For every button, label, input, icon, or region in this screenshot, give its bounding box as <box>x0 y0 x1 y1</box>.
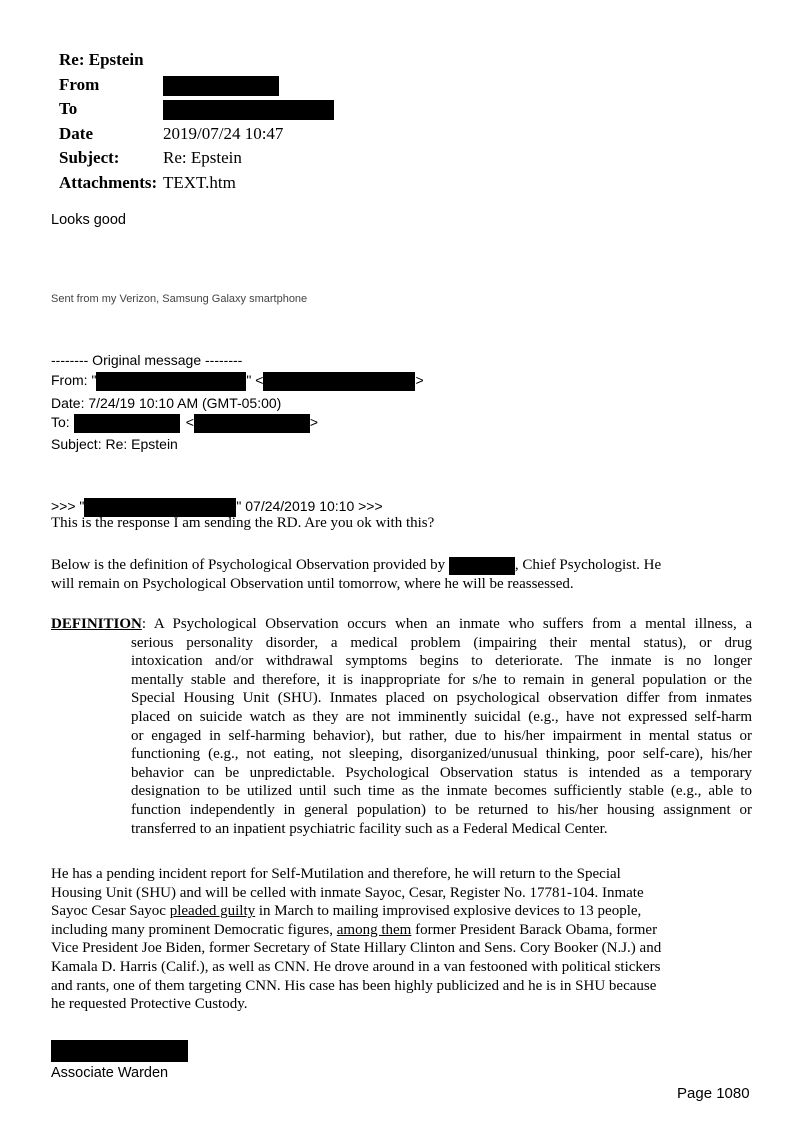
definition-line: functioning (e.g., not eating, not sleeping, disorganized/unusual thinking, poor self-care), his/her <box>131 746 752 763</box>
definition-line: intoxication and/or withdrawal symptoms begins to deteriorate. The inmate is no longer <box>131 653 752 670</box>
subject-label: Subject: <box>59 148 120 167</box>
definition-line: Special Housing Unit (SHU). Inmates placed on psychological observation differ from inmates <box>131 690 752 707</box>
original-from-name-redaction <box>96 372 246 391</box>
incident-line: Kamala D. Harris (Calif.), as well as CNN. He drove around in a van festooned with political stickers <box>51 958 661 975</box>
original-to-email-redaction <box>194 414 310 433</box>
definition-line: serious personality disorder, a medical problem (impairing their mental status), or drug <box>131 634 752 651</box>
subject-value: Re: Epstein <box>163 148 242 167</box>
definition-line: function independently in general population) to be returned to his/her housing assignment or <box>131 801 752 818</box>
definition-line: or engaged in self-harming behavior), but rather, due to his/her impairment in mental status or <box>131 727 752 744</box>
reply-body: Looks good <box>51 212 126 228</box>
incident-paragraph: He has a pending incident report for Self-Mutilation and therefore, he will return to the Special Housing Unit (SHU) and will be celled with inmate Sayoc, Cesar, Register No. 17781-104. Inmate Sayoc Cesar Sayoc pleaded guilty in March to mailing improvised explosive devices to 13 people, including many prominent Democratic figures, among them former President Barack Obama, former Vice President Joe Biden, former Secretary of State Hillary Clinton and Sens. Cory Booker (N.J.) and Kamala D. Harris (Calif.), as well as CNN. He drove around in a van festooned with political stickers and rants, one of them targeting CNN. His case has been highly publicized and he is in SHU because he requested Protective Custody. <box>51 865 731 1014</box>
definition-line: placed on suicide watch as they are not imminently suicidal (e.g., have not expressed self-harm <box>131 708 752 725</box>
psychologist-redaction <box>449 557 515 575</box>
signer-name-redaction <box>51 1040 188 1062</box>
original-from-line: From: " " < > <box>51 372 424 391</box>
definition-label: DEFINITION <box>51 616 142 632</box>
email-title: Re: Epstein <box>59 50 144 69</box>
incident-line: and rants, one of them targeting CNN. His case has been highly publicized and he is in SHU because <box>51 977 657 994</box>
original-subject-line: Subject: Re: Epstein <box>51 436 178 452</box>
signer-title: Associate Warden <box>51 1065 169 1081</box>
quote-line-1: This is the response I am sending the RD. Are you ok with this? <box>51 515 435 531</box>
signer-name-redaction-wrap <box>51 1040 188 1062</box>
attachments-label: Attachments: <box>59 172 158 192</box>
incident-line: he requested Protective Custody. <box>51 996 248 1013</box>
date-value: 2019/07/24 10:47 <box>163 123 284 143</box>
incident-line: Housing Unit (SHU) and will be celled with inmate Sayoc, Cesar, Register No. 17781-104. Inmate <box>51 884 644 901</box>
among-them-link[interactable]: among them <box>336 921 412 938</box>
to-label: To <box>59 99 78 118</box>
definition-block: DEFINITION: A Psychological Observation occurs when an inmate who suffers from a mental illness, a serious personality disorder, a medical problem (impairing their mental status), or drug intoxication and/or withdrawal symptoms begins to deteriorate. The inmate is no longer mentally stable and therefore, it is inappropriate for s/he to remain in general population or the Special Housing Unit (SHU). Inmates placed on psychological observation differ from inmates placed on suicide watch as they are not imminently suicidal (e.g., have not expressed self-harm or engaged in self-harming behavior), but rather, due to his/her impairment in mental status or functioning (e.g., not eating, not sleeping, disorganized/unusual thinking, poor self-care), his/her behavior can be unpredictable. Psychological Observation status is intended as a temporary designation to be utilized until such time as the inmate becomes sufficiently stable (e.g., able to function independently in general population) to be returned to his/her housing assignment or transferred to an inpatient psychiatric facility such as a Federal Medical Center. <box>51 616 752 837</box>
definition-line: behavior can be unpredictable. Psychological Observation status is intended as a temporary <box>131 764 752 781</box>
date-label: Date <box>59 123 93 143</box>
to-redaction <box>163 100 334 120</box>
pleaded-guilty-link[interactable]: pleaded guilty <box>169 903 256 920</box>
definition-line: designation to be utilized until such time as the inmate becomes sufficiently stable (e.g., able to <box>131 783 752 800</box>
definition-line: transferred to an inpatient psychiatric facility such as a Federal Medical Center. <box>131 820 608 837</box>
from-redaction <box>163 76 279 96</box>
original-to-name-redaction <box>74 414 180 433</box>
quote-marker: >>> " " 07/24/2019 10:10 >>> <box>51 498 383 517</box>
original-to-line: To: < > <box>51 414 318 433</box>
incident-line: Vice President Joe Biden, former Secretary of State Hillary Clinton and Sens. Cory Booker (N.J.) and <box>51 940 662 957</box>
incident-line: He has a pending incident report for Self-Mutilation and therefore, he will return to the Special <box>51 866 621 882</box>
original-from-email-redaction <box>263 372 415 391</box>
original-separator: -------- Original message -------- <box>51 352 243 368</box>
page-number: Page 1080 <box>677 1085 750 1102</box>
definition-lines <box>51 634 752 839</box>
definition-line: mentally stable and therefore, it is inappropriate for s/he to remain in general population or the <box>131 671 752 688</box>
attachments-value: TEXT.htm <box>163 172 236 192</box>
device-signature: Sent from my Verizon, Samsung Galaxy smartphone <box>51 293 308 305</box>
from-label: From <box>59 74 100 94</box>
definition-intro: Below is the definition of Psychological Observation provided by , Chief Psychologist. He will remain on Psychological Observation until tomorrow, where he will be reassessed. <box>51 557 662 592</box>
original-date-line: Date: 7/24/19 10:10 AM (GMT-05:00) <box>51 395 282 411</box>
